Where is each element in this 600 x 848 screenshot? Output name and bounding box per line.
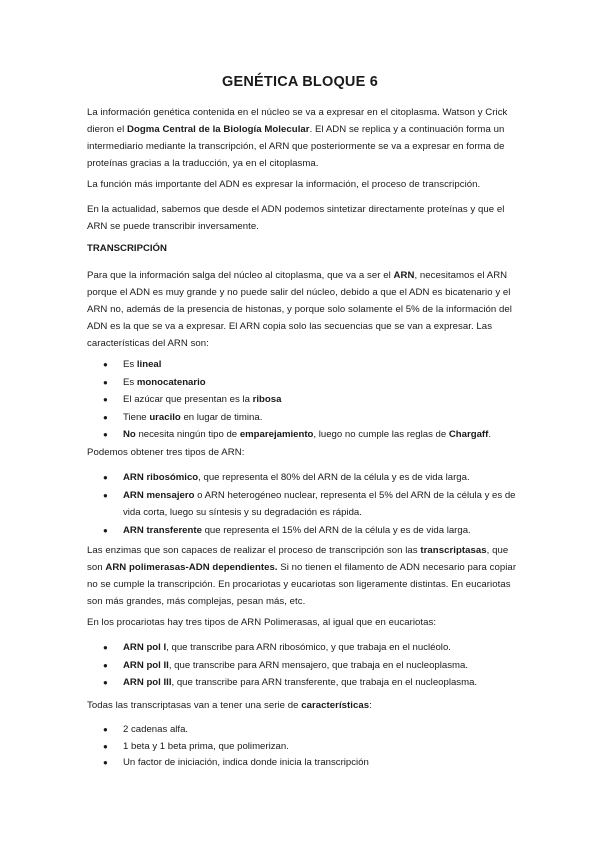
paragraph-actualidad: En la actualidad, sabemos que desde el ADN podemos sintetizar directamente proteínas y que el ARN se puede transcribir inversamente. xyxy=(87,204,505,232)
list-item: ● 2 cadenas alfa. xyxy=(87,722,517,739)
text-run: . El ADN se replica y a continuación forma un intermediario mediante la transcripción, el ARN que posteriormente se va a expresar en forma de proteínas gracias a la traducción, ya en el citoplasma. xyxy=(87,124,505,169)
text-run: La información genética contenida en el núcleo se va a expresar en el citoplasma. Watson y Crick dieron el xyxy=(87,107,508,135)
bold-term: Dogma Central de la Biología Molecular xyxy=(126,124,310,135)
paragraph-function: La función más importante del ADN es expresar la información, el proceso de transcripción. xyxy=(87,179,481,190)
list-item: ● No necesita ningún tipo de emparejamiento, luego no cumple las reglas de Chargaff. xyxy=(87,426,517,444)
list-item: ● Un factor de iniciación, indica donde inicia la transcripción xyxy=(87,755,517,772)
list-item: ● ARN pol II, que transcribe para ARN mensajero, que trabaja en el nucleoplasma. xyxy=(87,657,517,675)
list-item: ● ARN transferente que representa el 15% del ARN de la célula y es de vida larga. xyxy=(87,522,517,540)
list-item: ● ARN mensajero o ARN heterogéneo nuclear, representa el 5% del ARN de la célula y es de vida corta, luego su síntesis y su degradación es rápida. xyxy=(87,487,517,522)
list-item: ● ARN pol I, que transcribe para ARN ribosómico, y que trabaja en el nucléolo. xyxy=(87,639,517,657)
arn-types-list xyxy=(87,469,517,539)
paragraph-transcriptasas: Todas las transcriptasas van a tener una serie de características: xyxy=(87,700,372,711)
bold-term: ARN xyxy=(393,270,415,281)
list-item: ● 1 beta y 1 beta prima, que polimerizan. xyxy=(87,739,517,756)
list-item: ● Es lineal xyxy=(87,356,517,374)
text-run: Para que la información salga del núcleo al citoplasma, que va a ser el xyxy=(87,270,394,281)
list-item: ● ARN pol III, que transcribe para ARN transferente, que trabaja en el nucleoplasma. xyxy=(87,674,517,692)
list-item: ● El azúcar que presentan es la ribosa xyxy=(87,391,517,409)
transcriptasas-characteristics-list xyxy=(87,722,517,772)
page-title: GENÉTICA BLOQUE 6 xyxy=(222,74,378,90)
section-heading-transcripcion: TRANSCRIPCIÓN xyxy=(87,243,167,254)
paragraph-intro xyxy=(87,104,517,172)
text-run: , necesitamos el ARN porque el ADN es muy grande y no puede salir del núcleo, debido a que el ADN es bicatenario y el ARN no, además de la presencia de histonas, y porque solo solamente el 5% de la información del ADN es la que se va a expresar. El ARN copia solo las secuencias que se van a expresar. Las características del ARN son: xyxy=(87,270,512,349)
arn-polimerasas-list xyxy=(87,639,517,692)
paragraph-procariotas: En los procariotas hay tres tipos de ARN Polimerasas, al igual que en eucariotas: xyxy=(87,617,437,628)
paragraph-enzimas: Las enzimas que son capaces de realizar el proceso de transcripción son las transcriptasas, que son ARN polimerasas-ADN dependientes. Si no tienen el filamento de ADN necesario para copiar no se cumple la transcripción. En procariotas y eucariotas son ligeramente distintas. En eucariotas son más grandes, más complejas, pesan más, etc. xyxy=(87,545,517,607)
list-item: ● Tiene uracilo en lugar de timina. xyxy=(87,409,517,427)
paragraph-tipos-arn: Podemos obtener tres tipos de ARN: xyxy=(87,447,245,458)
arn-characteristics-list xyxy=(87,356,517,444)
paragraph-transcripcion xyxy=(87,267,517,352)
list-item: ● Es monocatenario xyxy=(87,374,517,392)
list-item: ● ARN ribosómico, que representa el 80% del ARN de la célula y es de vida larga. xyxy=(87,469,517,487)
